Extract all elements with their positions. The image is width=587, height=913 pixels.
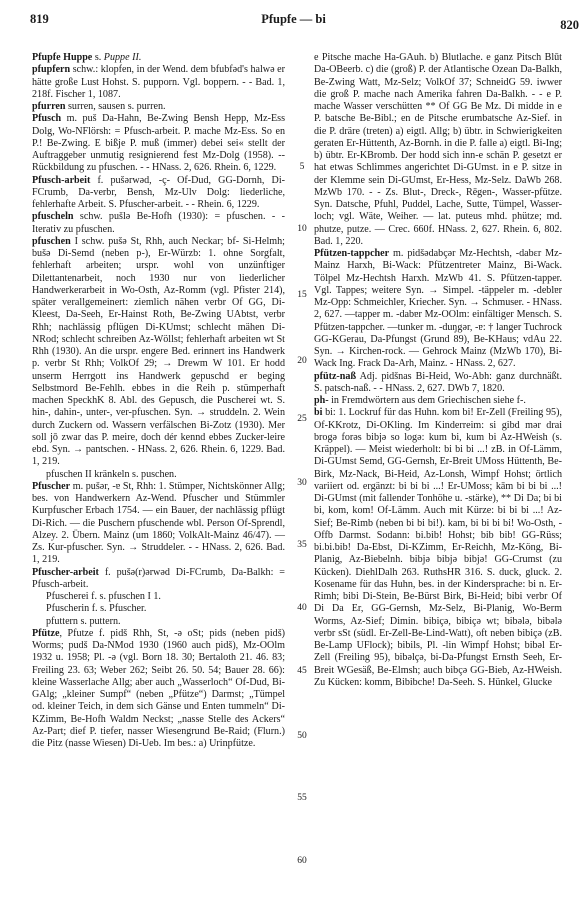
entry-text: s. — [92, 52, 104, 63]
dictionary-entry — [32, 616, 285, 628]
dictionary-entry — [32, 52, 285, 64]
entry-text: f. pušərwəd, -ç- Of-Dud, GG-Dornh, Di-FCrumb, Da-verbr, Bensh, Mz-Ulv Dolg: liederliche, fehlerhafte Arbeit. S. Pfuscher-arbeit. - - Rhein. 6, 1229. — [32, 174, 285, 210]
entry-text: schw.: klopfen, in der Wend. dem bfubfəd's halwə er hätte große Lust Hohst. S. pupporn. Vgl. boppern. - - Bad. 1, 218f. Fischer 1, 1087. — [32, 64, 285, 100]
dictionary-entry — [32, 113, 285, 174]
line-number: 10 — [297, 224, 307, 234]
entry-headword: Pfuscher — [32, 480, 71, 492]
dictionary-entry — [32, 628, 285, 751]
dictionary-entry — [32, 211, 285, 236]
entry-text: in Fremdwörtern aus dem Griechischen siehe f-. — [328, 395, 526, 406]
entry-text: m. puš Da-Hahn, Be-Zwing Bensh Hepp, Mz-Ess Dolg, Wo-NFlörsh: = Pfusch-arbeit. P. mache Mz-Ess. So en P.! Be-Zwing. E bißje P. muß (immer) debei sei« stellt der Auftraggeber unmutig resignierend fest Mz-Dolg (1958). -- Rückbildung zu pfuschen. - - HNass. 2, 626. Rhein. 6, 1229. — [32, 113, 285, 174]
entry-text: schw. pušlə Be-Hofh (1930): = pfuschen. - - Iterativ zu pfuschen. — [32, 211, 285, 235]
dictionary-entry — [32, 469, 285, 481]
line-number: 30 — [297, 478, 307, 488]
entry-text: m. pušər, -ɐ St, Rhh: 1. Stümper, Nichtskönner Allg; bes. von Handwerkern Az-Wend. Pfuscher und Stümmler Kurpfuscher Erbach 1754. — ein Bauer, der nachlässig pflügt Di-Rich. — die Puschern pfuschende wbl. Person Of-Sprendl, Alzey. 2. Übern. Mainz (um 1860; VolkAlt-Mainz 46/47). — Zs. Kur-pfuscher. Syn. → Struddeler. - - HNass. 2, 626. Bad. 1, 219. — [32, 480, 285, 566]
running-title: Pfupfe — bi — [261, 12, 326, 26]
entry-text: Adj. pidšnas Bi-Heid, Wo-Abh: ganz durchnäßt. S. patsch-naß. - - HNass. 2, 627. DWb 7, 1820. — [314, 370, 562, 394]
dictionary-entry — [314, 248, 562, 371]
dictionary-entry — [314, 52, 562, 248]
dictionary-entry — [32, 175, 285, 212]
right-column — [314, 52, 562, 689]
entry-text: e Pitsche mache Ha-GAuh. b) Blutlache. e ganz Pitsch Blūt Da-OBeerb. c) die (groß) P. der Atlantische Ozean Da-Balkh, Be-Zwing Watt, Mz-Selz; VolkOf 37; SchneidG 59. iwwer die groß P. mache nach Amerika fahren Da-Balkh. - - e P. mache Wasser verschütten ** Of GG Be Mz. Di midde in e P. batsche Be-Bibl.; en de Pitsche erumbatsche Az-Sief. in die P. dräre (treten) a) eigtl. Allg; b) übtr. in Schwierigkeiten geraten Er-Hüttenth, Az-Bornh. in die P. falle a) eigtl. Bi-Ing; b) übtr. Er-KBromb. Der hodd sich inn-e schän P. gesetzt er hat etwas Schlimmes angerichtet Di-GUmst. in e P. sitze in der Klemme sein Di-GUmst, Er-Hess, Mz-Selz. DaWb 268. MzWb 170. - - Zs. Blut-, Dreck-, Rēgen-, Wasser-pfütze. Syn. Datsche, Pfuhl, Puddel, Lache, Sutte, Tümpel, Wasser-loch; vgl. Wäte, Weiher. — lat. puteus mhd. phütze; md. phutze, putze. — Crec. 660f. HNass. 2, 627. Rhein. 6, 802. Bad. 1, 220. — [314, 52, 562, 247]
line-number: 20 — [297, 356, 307, 366]
entry-text: , Pfutze f. pidš Rhh, St, -ə oSt; pids (neben pidš) Worms; pudš Da-NMod 1930 (1960 auch pidš), Mz-OOlm 1932 u. 1958; Pl. -ə (vgl. Born 18. 30; Bertaloth 21. 46. 83; Freiling 23. 63; Weber 262; Seibt 26. 50. 54; Bauer 28. 66): kleine Wasserlache Allg; aber auch „Wasserloch“ Of-Dud, Bi-GAlg; „kleiner Sumpf“ (neben „Pfütze“) Darmst; „Tümpel od. kleiner Teich, in dem sich Gänse und Enten tummeln“ Di-KZimm, Be-Hofh Waldm Neckst; „nasse Stelle des Ackers“ Az-Part; dief P. tiefer, nasser Wiesengrund Be-Raid; (Flurn.) die Pitz (nasse Wiesen) Di-Ueb. Im bes.: a) Urinpfütze. — [32, 627, 285, 749]
entry-text: pfuschen II kränkeln s. puschen. — [46, 468, 177, 480]
dictionary-entry — [32, 591, 285, 603]
entry-headword: pfuscheln — [32, 211, 74, 223]
line-number: 5 — [299, 162, 305, 172]
line-number: 45 — [297, 666, 307, 676]
entry-headword: Pfupfe Huppe — [32, 52, 93, 63]
entry-text: surren, sausen s. purren. — [65, 101, 166, 112]
entry-text: pfuttern s. puttern. — [46, 615, 121, 627]
dictionary-entry — [32, 236, 285, 469]
entry-headword: ph- — [314, 395, 329, 406]
page-number-right: 820 — [560, 18, 579, 32]
entry-headword: pfupfern — [32, 64, 71, 76]
entry-text: m. pidšədabçər Mz-Hechtsh, -dabɛr Mz-Mainz Harxh, Bi-Wack: Pfützentreter Mainz, Bi-Wack. Tölpel Mz-Hechtsh Harxh. MzWb 41. S. Pfützen-tapper. Vgl. Tappes; weitere Syn. → Simpel. -täppeler m. -deblɐr Mz-Opp: Schmeichler, Kriecher. Syn. → Schmuser. - HNass. 2, 627. —tapper m. -dabɐr Mz-OOlm: einfältiger Mensch. S. Pfützen-tappcher. —tunker m. -duŋgər, -ɐ: † langer Tuchrock GG-KGerau, Da-Pfungst (Grund 89), Be-KHaus; vdAu 22. Syn. → Kirchen-rock. — Gehrock Mainz (MzWb 170), Bi-Wack Ing. Frack Da-Arh, Mainz. - HNass. 2, 627. — [314, 248, 562, 370]
entry-headword: Pfützen-tappcher — [314, 248, 390, 259]
line-number: 60 — [297, 856, 307, 866]
page-number-left: 819 — [30, 12, 49, 26]
dictionary-entry — [32, 64, 285, 101]
dictionary-entry — [314, 371, 562, 396]
left-column — [32, 52, 285, 750]
dictionary-entry — [32, 481, 285, 567]
entry-headword: Pfütze — [32, 627, 60, 639]
entry-text: Pfuscherei f. s. pfuschen I 1. — [46, 591, 161, 602]
entry-headword: bi — [314, 407, 323, 419]
entry-headword: Pfuscher-arbeit — [32, 566, 99, 578]
line-number: 40 — [297, 603, 307, 613]
dictionary-entry — [32, 567, 285, 592]
entry-headword: Pfusch — [32, 113, 62, 125]
entry-text: f. pušə(r)ərwəd Di-FCrumb, Da-Balkh: = Pfusch-arbeit. — [32, 566, 285, 590]
entry-crossref: Puppe II. — [103, 52, 142, 63]
dictionary-entry — [314, 395, 562, 407]
dictionary-entry — [32, 101, 285, 113]
line-number: 15 — [297, 290, 307, 300]
entry-text: I schw. pušə St, Rhh, auch Neckar; bf- Si-Helmh; bušə Di-Semd (neben p-), Er-Würzb: 1. ohne Sorgfalt, fehlerhaft arbeiten; urspr. wohl von unzünftiger Dilettantenarbeit, noch 1930 nur von liederlicher Handwerkerarbeit in Wo-Osth, Az-Romm (vgl. Pfister 214), später verallgemeinert: ziemlich nähen verbr Of GG, Di-Kleest, Da-Seeh, Er-Hainst Roth, Be-Zwing UAbtst, verbr Rhh; nachlässig pflügen Di-KUmst; schlecht mähen Di-NRod; schlecht schreiben Az-Wöllst; fehlerhaft arbeiten wt St Rhh (1930). An die urspr. engere Bed. erinnert ins Handwerk p. verbr St Rhh; VolkOf 29; → Drewm W 101. Er hodd unserm Herrgott ins Handwerk gepuschd er beging Selbstmord Be-Fehlh. ebbes in die Reih p. stümperhaft machen SpeckhK 8. Abl. des Gepusch, die Puscherei wt. S. hin-, dahin-, unter-, ver-pfuschen. Syn. → struddeln. 2. Wein durch Zuckern od. Wassern verfälschen Bi-Zotz (1930). Mer soll jō zwar das P. meire, doch dér kennd ebbes Zucker-leire ebd. Syn. → pantschen. - HNass. 2, 626. Rhein. 6, 1229. Bad. 1, 219. — [32, 235, 285, 468]
line-number: 25 — [297, 414, 307, 424]
dictionary-entry — [314, 407, 562, 689]
line-number: 35 — [297, 540, 307, 550]
dictionary-entry — [32, 603, 285, 615]
page-header — [0, 6, 587, 32]
entry-headword: pfütz-naß — [314, 370, 357, 382]
entry-text: Pfuscherin f. s. Pfuscher. — [46, 603, 147, 615]
line-number: 55 — [297, 793, 307, 803]
entry-text: bi: 1. Lockruf für das Huhn. kom bi! Er-Zell (Freiling 95), Of-KKrotz, Di-OKling. Im Kinderreim: si gibd mər drai brogə forəs bibjə so logə: kum bi, kum bi Az-HWeish (s. Kräppel). — Meist wiederholt: bi bi bi ...! zB. in Of-Lämm, Di-GUmst Semd, GG-Gernsh, Er-Breit UMoss Hüttenth, Be-Birk, Mz-Nack, Bi-Heid, Az-Lonsh, Wimpf Hohst; örtlich variiert od. ergänzt: bi bi bi ...! Er-UMoss; kām bi bi bi ...! Di-GUmst (mit fallender Tonhöhe u. -stärke), ** Di Da; bi bi bi, kom, kom! Of-Lämm. Auch mit Kürze: bi bi bi ...! Az-Sief; Be-Rimb (neben bi bi bi!). kam, bi bi bi bi! Wo-Osth, - Offb Darmst. Sodann: bi.bib! Hohst; bib bib! GG-Rüss; bi.bi.bib! Da-Ebst, Di-KZimm, Er-Reichh, Mz-Köng, Bi-Planig, Az-Biebelnh. bibjə bibjə bibjə! GG-Crumst (zu Kücken). DiehlDalh 263. RuthsHR 316. S. duck, gluck. 2. Kosename für das Huhn, bes. in der Kindersprache: bi n. Er-Rimh; bibi Di-Stein, Be-Bürst Birk, Bi-Heid; bibi verbr Of Di Da Er, GG-Gernsh, Mz-Selz, Bi-Planig, Wo-Berm Worms, Az-Sief; Dimin. bibiçə, bibiçə wt; bibələ, bibələ verbr sSt (südl. Er-Zell-Be-Lind-Watt), oft neben bibiçə (zB. Be-Lamp UFlock); bibils, Pl. -lin Wimpf Hohst; bibəl Er-Zell (Freiling 95), bibəlçə, bi-Da-Pfungst Ernsth Seeh, Er-Breit WGesäß, Be-Elmsh; auch bibçə GG-Bieb, Az-HWeish. Zu Kücken: komm, Bibibche! Da-Seeh. S. Hünkel, Glucke — [314, 407, 562, 688]
entry-headword: Pfusch-arbeit — [32, 174, 91, 186]
entry-headword: pfurren — [32, 101, 66, 112]
line-number: 50 — [297, 731, 307, 741]
entry-headword: pfuschen — [32, 235, 71, 247]
